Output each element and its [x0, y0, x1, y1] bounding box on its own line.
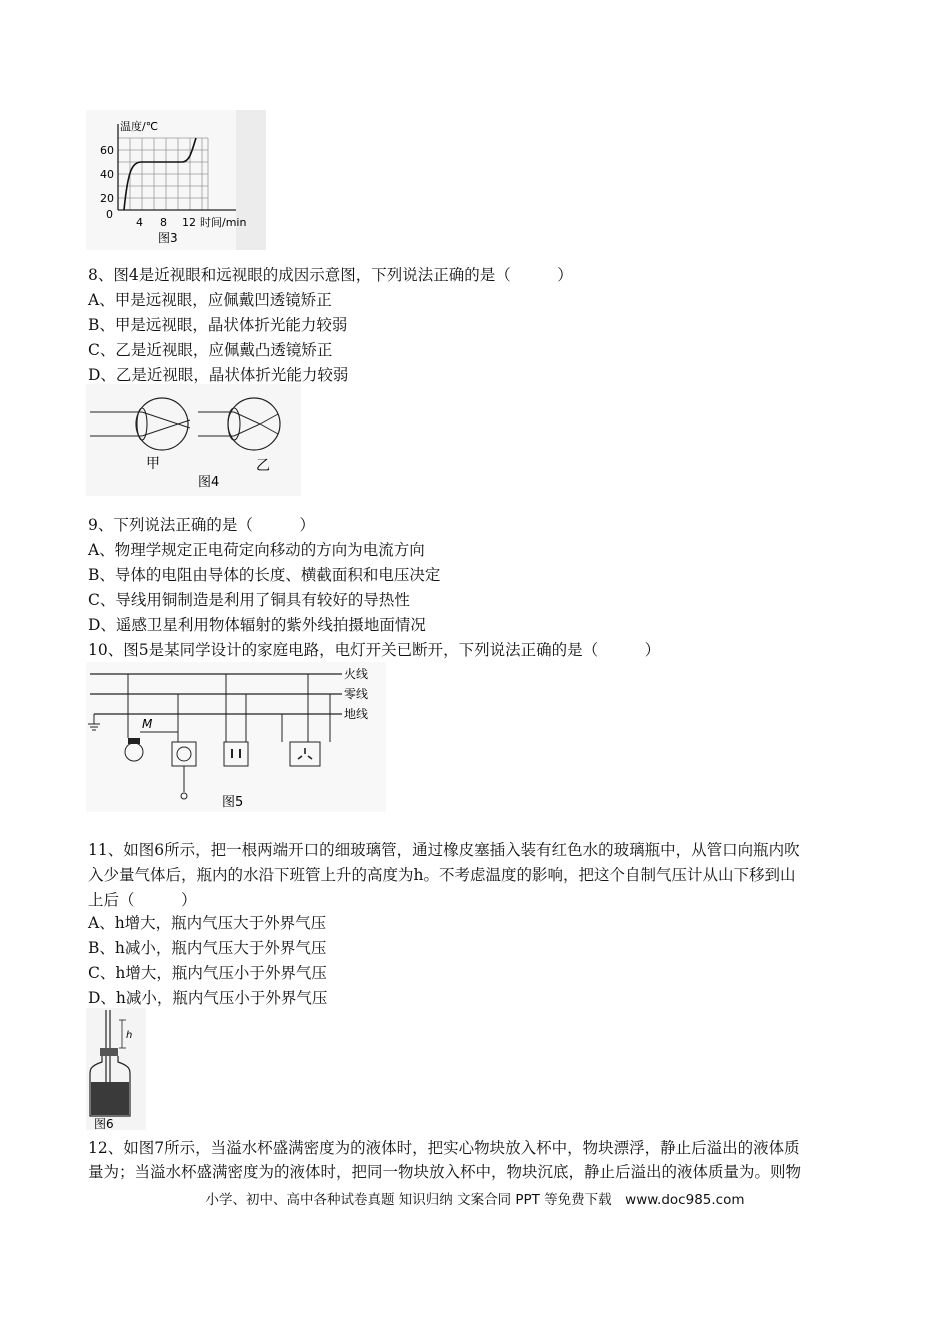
h-label: h [126, 1030, 133, 1041]
question-11-stem-line-3: 上后（ ） [88, 891, 197, 909]
label-yi: 乙 [256, 458, 270, 474]
y-tick-40: 40 [100, 168, 114, 181]
question-11-option-a: A、h增大，瓶内气压大于外界气压 [88, 914, 327, 932]
question-9-stem: 9、下列说法正确的是（ ） [88, 516, 315, 534]
ground-label: 地线 [344, 707, 369, 721]
question-10-stem: 10、图5是某同学设计的家庭电路，电灯开关已断开，下列说法正确的是（ ） [88, 641, 661, 659]
question-11-stem-line-1: 11、如图6所示，把一根两端开口的细玻璃管，通过橡皮塞插入装有红色水的玻璃瓶中，从管口向瓶内吹 [88, 841, 800, 859]
figure-caption: 图4 [198, 475, 220, 490]
question-11-option-b: B、h减小，瓶内气压大于外界气压 [88, 939, 327, 957]
question-8-option-d: D、乙是近视眼，晶状体折光能力较弱 [88, 366, 349, 384]
figure-3 [86, 110, 266, 250]
question-8-option-b: B、甲是远视眼，晶状体折光能力较弱 [88, 316, 348, 334]
question-8-option-a: A、甲是远视眼，应佩戴凹透镜矫正 [88, 291, 332, 309]
y-tick-20: 20 [100, 192, 114, 205]
y-tick-60: 60 [100, 144, 114, 157]
label-jia: 甲 [146, 456, 160, 472]
question-11-stem-line-2: 入少量气体后，瓶内的水沿下班管上升的高度为h。不考虑温度的影响，把这个自制气压计从山下移到山 [88, 866, 796, 884]
x-tick-8: 8 [160, 216, 167, 229]
question-8-option-c: C、乙是近视眼，应佩戴凸透镜矫正 [88, 341, 333, 359]
figure-caption: 图5 [222, 795, 244, 810]
question-8-stem: 8、图4是近视眼和远视眼的成因示意图，下列说法正确的是（ ） [88, 266, 573, 284]
question-12-stem-line-1: 12、如图7所示，当溢水杯盛满密度为的液体时，把实心物块放入杯中，物块漂浮，静止后溢出的液体质 [88, 1139, 800, 1157]
figure-caption: 图6 [94, 1117, 114, 1130]
point-m-label: M [142, 717, 153, 731]
x-tick-4: 4 [136, 216, 143, 229]
figure-caption: 图3 [158, 231, 178, 245]
page-footer: 小学、初中、高中各种试卷真题 知识归纳 文案合同 PPT 等免费下载 www.doc985.com [205, 1192, 745, 1208]
question-12-stem-line-2: 量为；当溢水杯盛满密度为的液体时，把同一物块放入杯中，物块沉底，静止后溢出的液体质量为。则物 [88, 1163, 802, 1181]
y-tick-0: 0 [106, 208, 113, 221]
question-9-option-d: D、遥感卫星利用物体辐射的紫外线拍摄地面情况 [88, 616, 426, 634]
question-11-option-d: D、h减小，瓶内气压小于外界气压 [88, 989, 328, 1007]
figure-4 [86, 384, 301, 496]
x-axis-label: 时间/min [200, 216, 247, 229]
neutral-label: 零线 [344, 687, 369, 701]
live-label: 火线 [344, 667, 369, 681]
y-axis-label: 温度/℃ [120, 120, 159, 133]
question-11-option-c: C、h增大，瓶内气压小于外界气压 [88, 964, 327, 982]
x-tick-12: 12 [182, 216, 196, 229]
figure-6 [86, 1008, 146, 1130]
question-9-option-c: C、导线用铜制造是利用了铜具有较好的导热性 [88, 591, 410, 609]
question-9-option-b: B、导体的电阻由导体的长度、横截面积和电压决定 [88, 566, 441, 584]
question-9-option-a: A、物理学规定正电荷定向移动的方向为电流方向 [88, 541, 425, 559]
colored-water [91, 1082, 129, 1115]
figure-5 [86, 662, 386, 812]
